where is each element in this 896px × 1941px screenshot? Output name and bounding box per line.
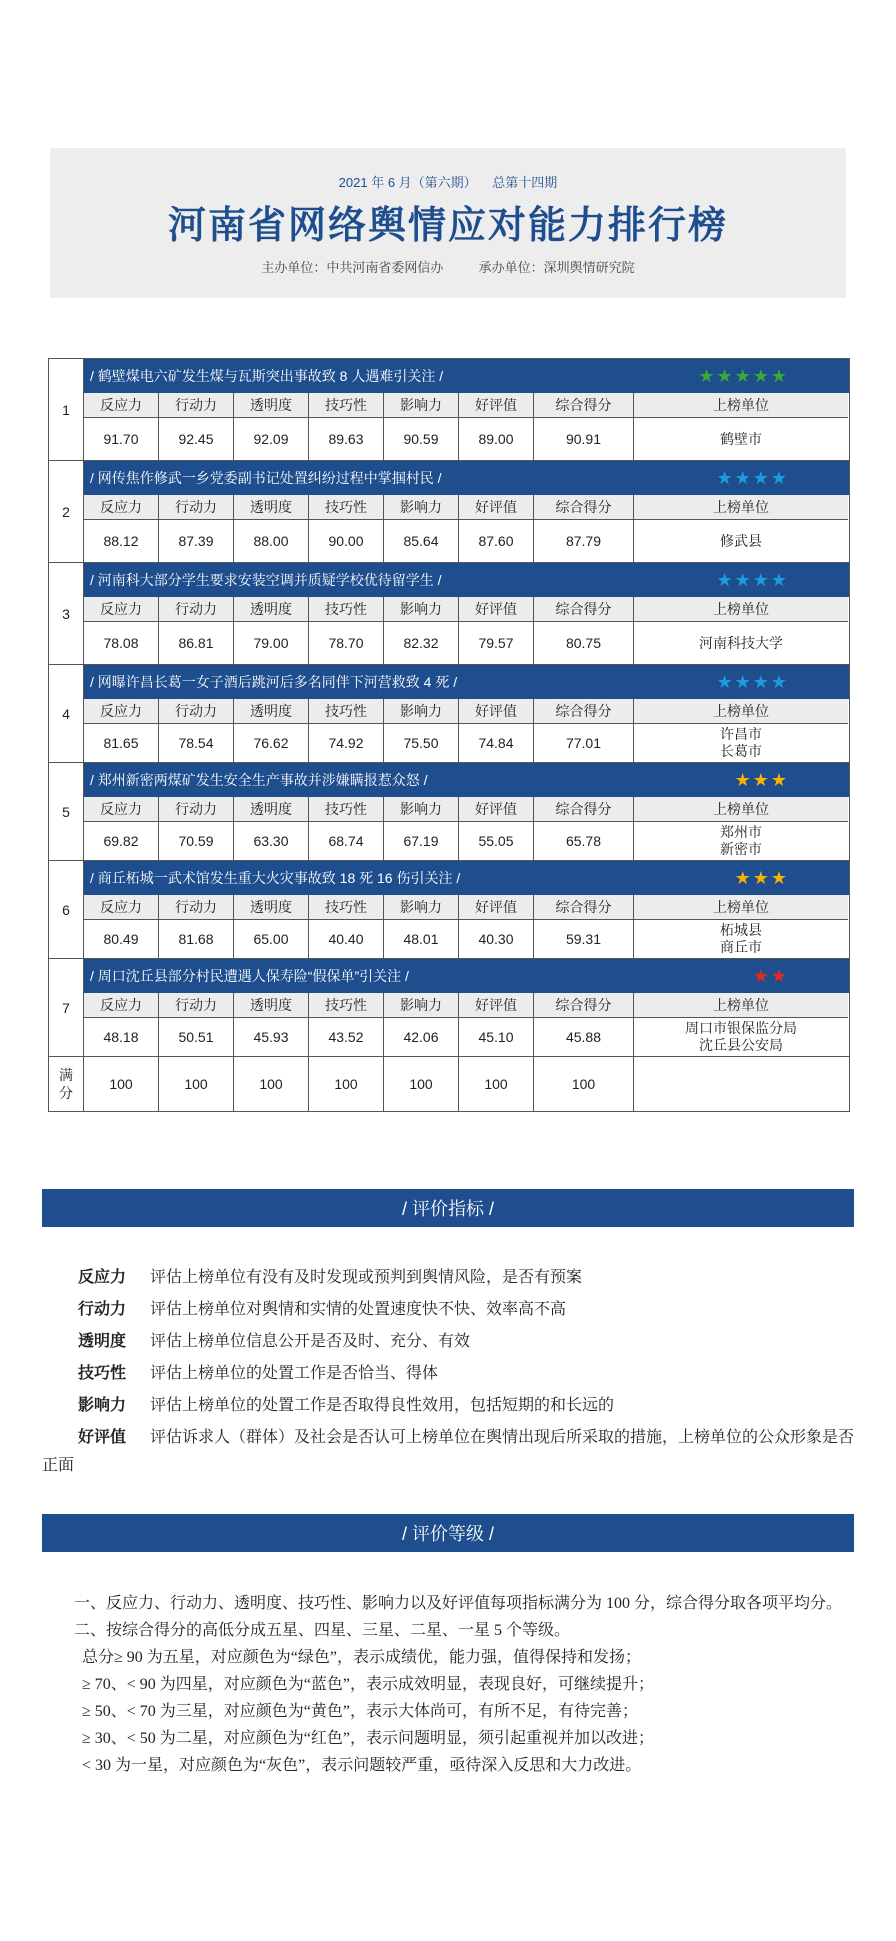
score-cell: 82.32 [384,622,459,664]
level-rule: ≥ 70、< 90 为四星，对应颜色为“蓝色”，表示成效明显，表现良好，可继续提升； [82,1676,655,1693]
score-cell: 67.19 [384,822,459,860]
full-score-cell: 100 [309,1057,384,1111]
full-score-char: 分 [59,1085,73,1101]
column-header: 行动力 [159,699,234,724]
organizer-unit: 承办单位：深圳舆情研究院 [478,260,635,275]
unit-name: 柘城县 [720,922,762,938]
score-cell: 68.74 [309,822,384,860]
column-header: 反应力 [84,699,159,724]
score-cell: 80.49 [84,920,159,958]
indicator-term: 技巧性 [78,1365,127,1382]
column-header-row [84,495,849,520]
page-title: 河南省网络舆情应对能力排行榜 [167,205,728,247]
full-score-cell: 100 [384,1057,459,1111]
score-cell: 45.88 [534,1018,634,1056]
indicator-description: 评估上榜单位有没有及时发现或预判到舆情风险，是否有预案 [150,1269,583,1286]
column-header: 透明度 [234,495,309,520]
score-cell: 81.68 [159,920,234,958]
score-row [84,822,849,860]
indicator-description: 评估诉求人（群体）及社会是否认可上榜单位在舆情出现后所采取的措施，上榜单位的公众形象是否正面 [42,1429,855,1474]
score-cell: 48.01 [384,920,459,958]
score-cell: 55.05 [459,822,534,860]
unit-cell [634,724,848,762]
score-cell: 85.64 [384,520,459,562]
report-header [50,148,846,298]
column-header: 反应力 [84,797,159,822]
ranking-table [48,358,850,1112]
score-cell: 59.31 [534,920,634,958]
full-score-char: 满 [59,1067,73,1083]
column-header: 透明度 [234,393,309,418]
score-cell: 48.18 [84,1018,159,1056]
score-cell: 80.75 [534,622,634,664]
indicator-item [42,1424,854,1480]
event-title-bar [84,959,849,993]
unit-cell [634,418,848,460]
column-header: 技巧性 [309,699,384,724]
column-header: 综合得分 [534,993,634,1018]
unit-name: 沈丘县公安局 [699,1037,783,1053]
indicator-item [42,1262,854,1294]
indicator-description: 评估上榜单位信息公开是否及时、充分、有效 [150,1333,471,1350]
entry-body [84,359,849,460]
section-levels-header: / 评价等级 / [42,1514,854,1552]
column-header: 技巧性 [309,393,384,418]
unit-name: 河南科技大学 [699,634,783,651]
score-cell: 92.09 [234,418,309,460]
unit-name: 新密市 [720,841,762,857]
score-cell: 87.60 [459,520,534,562]
unit-name: 商丘市 [720,939,762,955]
score-cell: 78.54 [159,724,234,762]
column-header: 行动力 [159,597,234,622]
entry-body [84,665,849,762]
event-title: / 商丘柘城一武术馆发生重大火灾事故致 18 死 16 伤引关注 / [90,870,461,886]
full-score-empty [634,1057,848,1111]
column-header: 综合得分 [534,699,634,724]
column-header: 综合得分 [534,597,634,622]
star-rating-icon: ★★★★★ [698,365,789,386]
column-header: 技巧性 [309,895,384,920]
column-header: 好评值 [459,993,534,1018]
score-cell: 65.00 [234,920,309,958]
unit-cell [634,520,848,562]
indicator-item [42,1294,854,1326]
column-header: 透明度 [234,597,309,622]
entry-body [84,861,849,958]
score-row [84,724,849,762]
unit-name: 许昌市 [720,726,762,742]
column-header: 综合得分 [534,895,634,920]
unit-name: 修武县 [720,532,762,549]
column-header: 行动力 [159,393,234,418]
star-rating-icon: ★★★★ [716,467,789,488]
event-title-bar [84,665,849,699]
score-row [84,418,849,460]
indicator-item [42,1390,854,1422]
column-header: 反应力 [84,993,159,1018]
unit-name: 郑州市 [720,824,762,840]
column-header: 影响力 [384,495,459,520]
score-cell: 90.59 [384,418,459,460]
score-cell: 76.62 [234,724,309,762]
column-header-row [84,699,849,724]
event-title-bar [84,563,849,597]
column-header: 影响力 [384,699,459,724]
column-header-row [84,597,849,622]
event-title-bar [84,763,849,797]
entry-body [84,461,849,562]
organizer-line [50,257,846,276]
score-cell: 50.51 [159,1018,234,1056]
score-row [84,920,849,958]
column-header: 技巧性 [309,993,384,1018]
score-cell: 78.70 [309,622,384,664]
column-header: 行动力 [159,797,234,822]
column-header: 综合得分 [534,393,634,418]
column-header: 影响力 [384,393,459,418]
star-rating-icon: ★★★★ [716,569,789,590]
score-cell: 79.57 [459,622,534,664]
column-header: 上榜单位 [634,597,848,622]
score-cell: 86.81 [159,622,234,664]
column-header: 上榜单位 [634,993,848,1018]
full-score-cell: 100 [534,1057,634,1111]
column-header: 上榜单位 [634,797,848,822]
full-score-cell: 100 [84,1057,159,1111]
indicator-list [42,1262,854,1480]
score-cell: 40.40 [309,920,384,958]
column-header: 影响力 [384,797,459,822]
column-header: 反应力 [84,393,159,418]
indicator-term: 行动力 [78,1301,127,1318]
score-cell: 79.00 [234,622,309,664]
score-cell: 45.93 [234,1018,309,1056]
column-header: 好评值 [459,797,534,822]
column-header: 综合得分 [534,495,634,520]
host-unit: 主办单位：中共河南省委网信办 [261,260,444,275]
score-cell: 77.01 [534,724,634,762]
unit-name: 鹤壁市 [720,430,762,447]
ranking-entry [49,763,849,861]
column-header: 反应力 [84,895,159,920]
score-cell: 45.10 [459,1018,534,1056]
full-score-cell: 100 [234,1057,309,1111]
score-cell: 65.78 [534,822,634,860]
score-cell: 74.92 [309,724,384,762]
column-header: 上榜单位 [634,699,848,724]
indicator-description: 评估上榜单位的处置工作是否恰当、得体 [150,1365,439,1382]
column-header: 行动力 [159,495,234,520]
score-cell: 92.45 [159,418,234,460]
indicator-item [42,1358,854,1390]
score-row [84,622,849,664]
score-cell: 89.63 [309,418,384,460]
level-rule: < 30 为一星，对应颜色为“灰色”，表示问题较严重，亟待深入反思和大力改进。 [82,1757,642,1774]
column-header: 综合得分 [534,797,634,822]
unit-cell [634,622,848,664]
rank-number: 6 [49,861,84,958]
full-score-row [49,1057,849,1112]
column-header: 技巧性 [309,797,384,822]
ranking-entry [49,665,849,763]
full-score-values [84,1057,849,1111]
column-header: 上榜单位 [634,895,848,920]
rank-number: 4 [49,665,84,762]
unit-cell [634,920,848,958]
event-title-bar [84,861,849,895]
score-cell: 40.30 [459,920,534,958]
issue-total: 总第十四期 [492,175,558,190]
column-header-row [84,993,849,1018]
indicator-term: 影响力 [78,1397,127,1414]
rank-number: 5 [49,763,84,860]
score-cell: 63.30 [234,822,309,860]
score-cell: 87.79 [534,520,634,562]
score-cell: 75.50 [384,724,459,762]
event-title: / 周口沈丘县部分村民遭遇人保寿险“假保单”引关注 / [90,968,409,984]
indicator-description: 评估上榜单位的处置工作是否取得良性效用，包括短期的和长远的 [150,1397,615,1414]
column-header: 技巧性 [309,495,384,520]
ranking-entry [49,563,849,665]
rank-number: 1 [49,359,84,460]
score-cell: 74.84 [459,724,534,762]
column-header: 影响力 [384,895,459,920]
ranking-entry [49,461,849,563]
column-header: 影响力 [384,993,459,1018]
score-cell: 42.06 [384,1018,459,1056]
rank-number: 7 [49,959,84,1056]
score-row [84,520,849,562]
column-header: 上榜单位 [634,393,848,418]
event-title-bar [84,359,849,393]
entry-body [84,959,849,1056]
column-header: 行动力 [159,895,234,920]
score-cell: 88.12 [84,520,159,562]
column-header: 透明度 [234,699,309,724]
event-title-bar [84,461,849,495]
star-rating-icon: ★★★ [734,867,789,888]
score-cell: 88.00 [234,520,309,562]
indicator-term: 好评值 [78,1429,127,1446]
indicator-term: 透明度 [78,1333,127,1350]
indicator-term: 反应力 [78,1269,127,1286]
full-score-label [49,1057,84,1111]
issue-line [50,172,846,191]
column-header: 技巧性 [309,597,384,622]
level-rule: 总分≥ 90 为五星，对应颜色为“绿色”，表示成绩优，能力强，值得保持和发扬； [82,1649,641,1666]
entry-body [84,563,849,664]
entry-body [84,763,849,860]
score-cell: 69.82 [84,822,159,860]
column-header: 好评值 [459,597,534,622]
level-paragraph-2: 二、按综合得分的高低分成五星、四星、三星、二星、一星 5 个等级。 [74,1622,571,1639]
ranking-entry [49,359,849,461]
column-header: 透明度 [234,895,309,920]
star-rating-icon: ★★★★ [716,671,789,692]
indicator-description: 评估上榜单位对舆情和实情的处置速度快不快、效率高不高 [150,1301,567,1318]
event-title: / 郑州新密两煤矿发生安全生产事故并涉嫌瞒报惹众怒 / [90,772,428,788]
score-cell: 89.00 [459,418,534,460]
column-header: 行动力 [159,993,234,1018]
star-rating-icon: ★★★ [734,769,789,790]
column-header: 上榜单位 [634,495,848,520]
score-cell: 90.00 [309,520,384,562]
score-cell: 91.70 [84,418,159,460]
score-cell: 81.65 [84,724,159,762]
column-header: 透明度 [234,797,309,822]
event-title: / 网传焦作修武一乡党委副书记处置纠纷过程中掌掴村民 / [90,470,442,486]
score-cell: 90.91 [534,418,634,460]
column-header: 影响力 [384,597,459,622]
column-header: 好评值 [459,495,534,520]
ranking-entry [49,959,849,1057]
event-title: / 鹤壁煤电六矿发生煤与瓦斯突出事故致 8 人遇难引关注 / [90,368,444,384]
rank-number: 3 [49,563,84,664]
unit-cell [634,822,848,860]
full-score-cell: 100 [159,1057,234,1111]
star-rating-icon: ★★ [752,965,789,986]
score-cell: 43.52 [309,1018,384,1056]
column-header: 好评值 [459,895,534,920]
level-rule: ≥ 30、< 50 为二星，对应颜色为“红色”，表示问题明显，须引起重视并加以改进； [82,1730,655,1747]
level-rules [42,1590,854,1779]
column-header: 反应力 [84,597,159,622]
ranking-entry [49,861,849,959]
rank-number: 2 [49,461,84,562]
section-indicators-header: / 评价指标 / [42,1189,854,1227]
level-rule: ≥ 50、< 70 为三星，对应颜色为“黄色”，表示大体尚可，有所不足，有待完善； [82,1703,639,1720]
score-cell: 87.39 [159,520,234,562]
column-header-row [84,895,849,920]
level-paragraph-1: 一、反应力、行动力、透明度、技巧性、影响力以及好评值每项指标满分为 100 分，综合得分取各项平均分。 [74,1595,843,1612]
unit-cell [634,1018,848,1056]
unit-name: 长葛市 [720,743,762,759]
score-cell: 78.08 [84,622,159,664]
column-header-row [84,797,849,822]
column-header: 反应力 [84,495,159,520]
issue-date: 2021 年 6 月（第六期） [338,175,477,190]
full-score-cell: 100 [459,1057,534,1111]
column-header: 好评值 [459,699,534,724]
score-row [84,1018,849,1056]
indicator-item [42,1326,854,1358]
unit-name: 周口市银保监分局 [685,1020,797,1036]
event-title: / 河南科大部分学生要求安装空调并质疑学校优待留学生 / [90,572,442,588]
score-cell: 70.59 [159,822,234,860]
column-header-row [84,393,849,418]
column-header: 好评值 [459,393,534,418]
event-title: / 网曝许昌长葛一女子酒后跳河后多名同伴下河营救致 4 死 / [90,674,458,690]
column-header: 透明度 [234,993,309,1018]
